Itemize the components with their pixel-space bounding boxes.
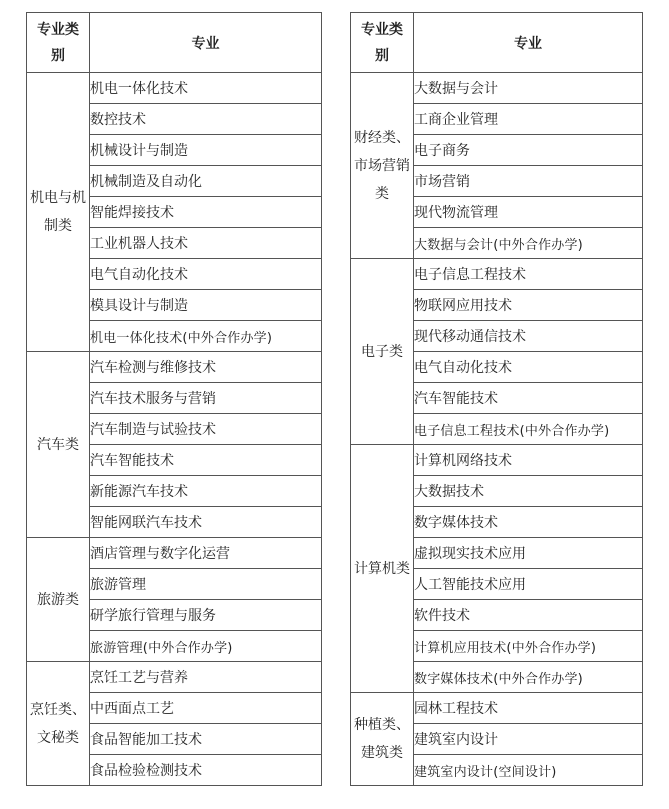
category-cell: 计算机类 — [351, 445, 414, 693]
category-cell: 旅游类 — [27, 538, 90, 662]
table-row — [27, 73, 322, 104]
major-cell: 园林工程技术 — [414, 693, 643, 724]
major-cell: 电子信息工程技术 — [414, 259, 643, 290]
major-cell: 智能网联汽车技术 — [90, 507, 322, 538]
major-cell: 工业机器人技术 — [90, 228, 322, 259]
table-row — [351, 693, 643, 724]
major-cell: 旅游管理(中外合作办学) — [90, 631, 322, 662]
category-cell: 烹饪类、文秘类 — [27, 662, 90, 786]
major-cell: 建筑室内设计(空间设计) — [414, 755, 643, 786]
major-cell: 汽车制造与试验技术 — [90, 414, 322, 445]
major-header: 专业 — [414, 13, 643, 73]
major-cell: 中西面点工艺 — [90, 693, 322, 724]
major-cell: 旅游管理 — [90, 569, 322, 600]
category-cell: 财经类、市场营销类 — [351, 73, 414, 259]
major-cell: 市场营销 — [414, 166, 643, 197]
major-cell: 虚拟现实技术应用 — [414, 538, 643, 569]
major-cell: 计算机应用技术(中外合作办学) — [414, 631, 643, 662]
category-header: 专业类别 — [27, 13, 90, 73]
major-cell: 烹饪工艺与营养 — [90, 662, 322, 693]
major-cell: 新能源汽车技术 — [90, 476, 322, 507]
table-row — [27, 352, 322, 383]
category-cell: 汽车类 — [27, 352, 90, 538]
major-cell: 数控技术 — [90, 104, 322, 135]
major-cell: 汽车智能技术 — [90, 445, 322, 476]
category-header: 专业类别 — [351, 13, 414, 73]
major-cell: 现代移动通信技术 — [414, 321, 643, 352]
table-row — [351, 73, 643, 104]
category-cell: 电子类 — [351, 259, 414, 445]
major-cell: 汽车智能技术 — [414, 383, 643, 414]
major-header: 专业 — [90, 13, 322, 73]
major-cell: 机电一体化技术 — [90, 73, 322, 104]
right-majors-table — [350, 12, 643, 786]
right-header-row — [351, 13, 643, 73]
major-cell: 智能焊接技术 — [90, 197, 322, 228]
major-cell: 机电一体化技术(中外合作办学) — [90, 321, 322, 352]
major-cell: 食品检验检测技术 — [90, 755, 322, 786]
major-cell: 计算机网络技术 — [414, 445, 643, 476]
major-cell: 物联网应用技术 — [414, 290, 643, 321]
major-cell: 建筑室内设计 — [414, 724, 643, 755]
major-cell: 人工智能技术应用 — [414, 569, 643, 600]
category-cell: 种植类、建筑类 — [351, 693, 414, 786]
major-cell: 模具设计与制造 — [90, 290, 322, 321]
major-cell: 酒店管理与数字化运营 — [90, 538, 322, 569]
major-cell: 大数据与会计(中外合作办学) — [414, 228, 643, 259]
major-cell: 现代物流管理 — [414, 197, 643, 228]
major-cell: 食品智能加工技术 — [90, 724, 322, 755]
table-row — [27, 538, 322, 569]
major-cell: 电子信息工程技术(中外合作办学) — [414, 414, 643, 445]
table-row — [27, 662, 322, 693]
left-majors-table — [26, 12, 322, 786]
category-cell: 机电与机制类 — [27, 73, 90, 352]
major-cell: 机械设计与制造 — [90, 135, 322, 166]
table-row — [351, 259, 643, 290]
major-cell: 电子商务 — [414, 135, 643, 166]
major-cell: 电气自动化技术 — [414, 352, 643, 383]
major-cell: 汽车技术服务与营销 — [90, 383, 322, 414]
major-cell: 数字媒体技术 — [414, 507, 643, 538]
left-header-row — [27, 13, 322, 73]
major-cell: 大数据与会计 — [414, 73, 643, 104]
major-cell: 机械制造及自动化 — [90, 166, 322, 197]
major-cell: 大数据技术 — [414, 476, 643, 507]
major-cell: 研学旅行管理与服务 — [90, 600, 322, 631]
major-cell: 数字媒体技术(中外合作办学) — [414, 662, 643, 693]
major-cell: 汽车检测与维修技术 — [90, 352, 322, 383]
table-row — [351, 445, 643, 476]
major-cell: 软件技术 — [414, 600, 643, 631]
major-cell: 电气自动化技术 — [90, 259, 322, 290]
major-cell: 工商企业管理 — [414, 104, 643, 135]
